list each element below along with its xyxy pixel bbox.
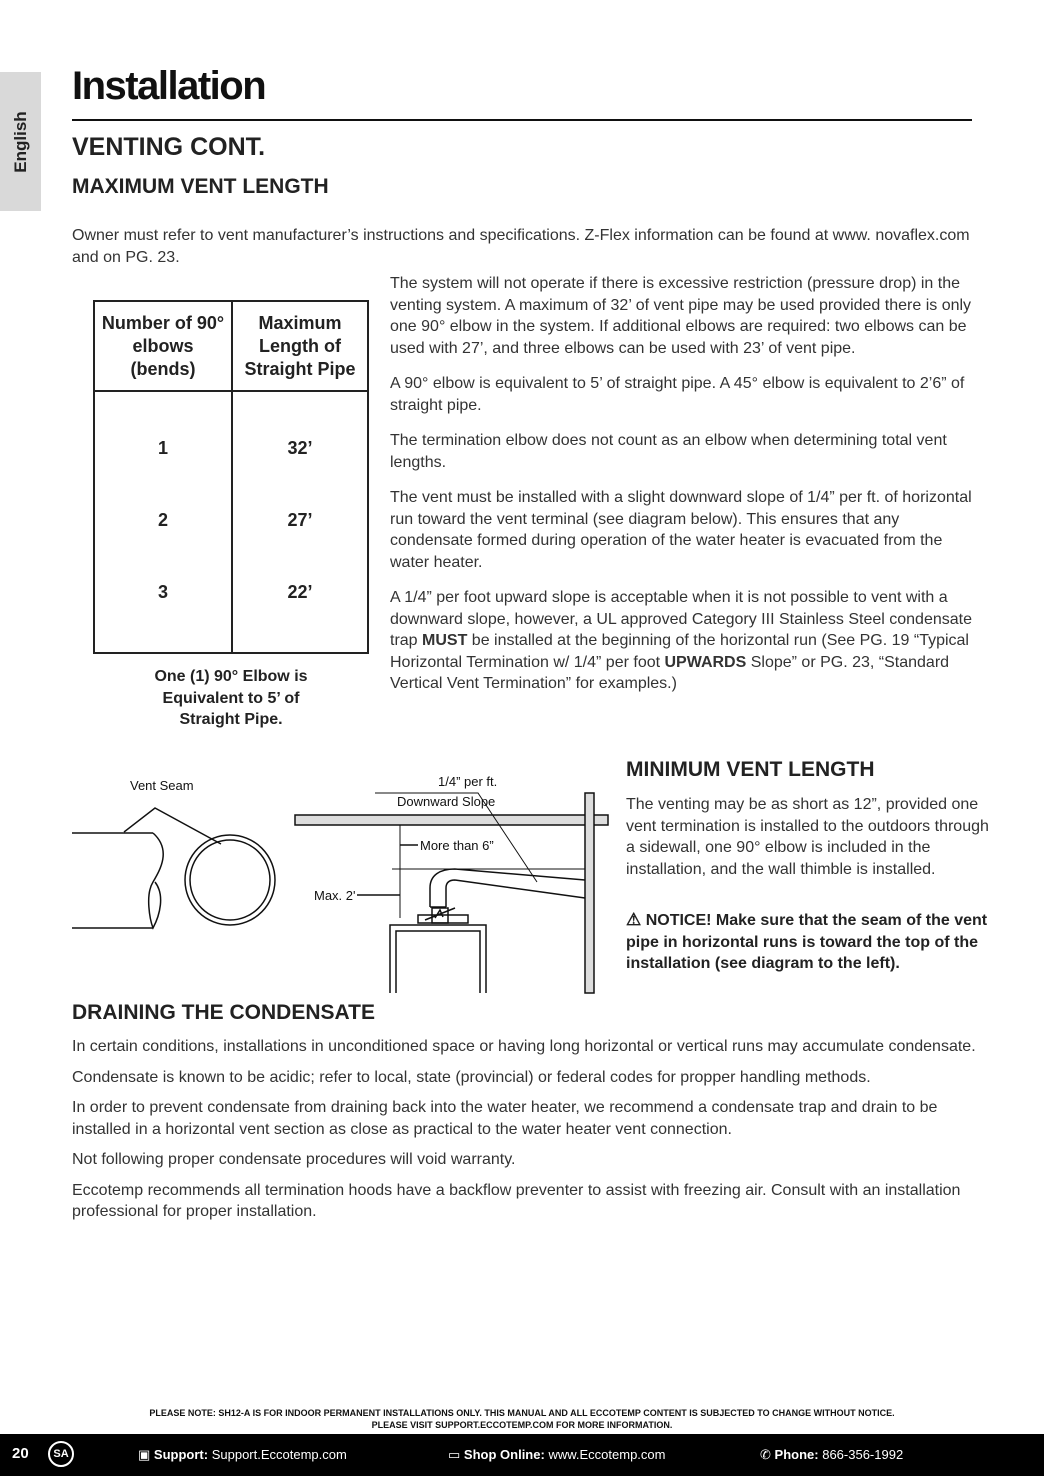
- slope-label: Downward Slope: [397, 794, 496, 809]
- paragraph: The system will not operate if there is excessive restriction (pressure drop) in the venting system. A maximum of 32’ of vent pipe may be used provided there is only one 90° elbow in the system. If additional elbows are required: two elbows can be used with 27’, and three elbows can be used with 23’ of vent pipe.: [390, 275, 972, 357]
- paragraph: A 1/4” per foot upward slope is acceptable when it is not possible to vent with a downward slope, however, a UL approved Category III Stainless Steel condensate trap MUST be installed at the beginning of the horizontal run (See PG. 19 “Typical Horizontal Termination w/ 1/4” per foot UPWARDS Slope” or PG. 23, “Standard Vertical Vent Termination” for examples.): [390, 589, 972, 692]
- intro-text: Owner must refer to vent manufacturer’s instructions and specifications. Z-Flex information can be found at www. novaflex.com and on PG. 23.: [72, 227, 970, 266]
- csa-logo: SA: [48, 1441, 74, 1467]
- elbow-table: [93, 300, 369, 731]
- language-tab[interactable]: [0, 72, 41, 211]
- title-divider: [72, 119, 972, 121]
- table-header: Maximum Length of Straight Pipe: [232, 301, 368, 391]
- paragraph: Condensate is known to be acidic; refer to local, state (provincial) or federal codes for propper handling methods.: [72, 1068, 871, 1086]
- min-vent-text: The venting may be as short as 12”, provided one vent termination is installed to the outdoors through a sidewall, one 90° elbow is included in the installation, and the wall thimble is installed.: [626, 796, 989, 878]
- monitor-icon: ▭: [448, 1447, 461, 1462]
- notice-text: ⚠ NOTICE! Make sure that the seam of the vent pipe in horizontal runs is toward the top of the installation (see diagram to the left).: [626, 910, 988, 972]
- page-title: Installation: [72, 64, 266, 108]
- page-number: 20: [12, 1445, 29, 1462]
- vent-seam-label: Vent Seam: [130, 778, 194, 793]
- max-label: Max. 2': [314, 888, 356, 903]
- support-icon: ▣: [138, 1447, 151, 1462]
- table-cell: 1: [157, 438, 168, 458]
- footnote: PLEASE NOTE: SH12-A IS FOR INDOOR PERMANENT INSTALLATIONS ONLY. THIS MANUAL AND ALL ECCOTEMP CONTENT IS SUBJECTED TO CHANGE WITHOUT NOTICE. PLEASE VISIT SUPPORT.ECCOTEMP.COM FOR MORE INFORMATION.: [149, 1408, 895, 1430]
- footer-bar: [0, 1434, 1044, 1476]
- paragraph: A 90° elbow is equivalent to 5’ of straight pipe. A 45° elbow is equivalent to 2’6” of straight pipe.: [390, 375, 965, 414]
- paragraph: The termination elbow does not count as an elbow when determining total vent lengths.: [390, 432, 947, 471]
- section-heading: VENTING CONT.: [72, 133, 266, 161]
- drain-heading: DRAINING THE CONDENSATE: [72, 1001, 375, 1024]
- table-caption: One (1) 90° Elbow is Equivalent to 5’ of Straight Pipe.: [154, 668, 308, 728]
- table-cell: 22’: [287, 582, 313, 602]
- warning-icon: ⚠: [626, 910, 642, 929]
- phone-link[interactable]: ✆ Phone: 866-356-1992: [760, 1447, 904, 1462]
- paragraph: In order to prevent condensate from draining back into the water heater, we recommend a condensate trap and drain to be installed in a horizontal vent section as close as practical to the water heater vent connection.: [72, 1099, 938, 1138]
- paragraph: Eccotemp recommends all termination hoods have a backflow preventer to assist with freezing air. Consult with an installation professional for proper installation.: [72, 1181, 961, 1220]
- vent-diagram: [0, 760, 620, 1000]
- table-header: Number of 90° elbows (bends): [94, 301, 232, 391]
- venting-text: [390, 273, 975, 709]
- table-cell: 2: [157, 510, 168, 530]
- table-cell: 32’: [287, 438, 313, 458]
- clearance-label: More than 6”: [420, 838, 494, 853]
- support-link[interactable]: ▣ Support: Support.Eccotemp.com: [138, 1447, 347, 1462]
- language-label: English: [10, 110, 30, 173]
- shop-link[interactable]: ▭ Shop Online: www.Eccotemp.com: [448, 1447, 666, 1462]
- table-cell: 27’: [287, 510, 313, 530]
- max-vent-heading: MAXIMUM VENT LENGTH: [72, 175, 329, 198]
- drain-text: [72, 1036, 977, 1237]
- paragraph: The vent must be installed with a slight downward slope of 1/4” per ft. of horizontal run toward the vent terminal (see diagram below). This ensures that any condensate formed during operation of the water heater is evacuated from the water heater.: [390, 489, 972, 571]
- table-cell: 3: [157, 582, 168, 602]
- paragraph: Not following proper condensate procedures will void warranty.: [72, 1151, 516, 1168]
- paragraph: In certain conditions, installations in unconditioned space or having long horizontal or vertical runs may accumulate condensate.: [72, 1038, 976, 1055]
- phone-icon: ✆: [760, 1447, 771, 1462]
- min-vent-heading: MINIMUM VENT LENGTH: [626, 758, 875, 781]
- slope-label: 1/4” per ft.: [438, 774, 498, 789]
